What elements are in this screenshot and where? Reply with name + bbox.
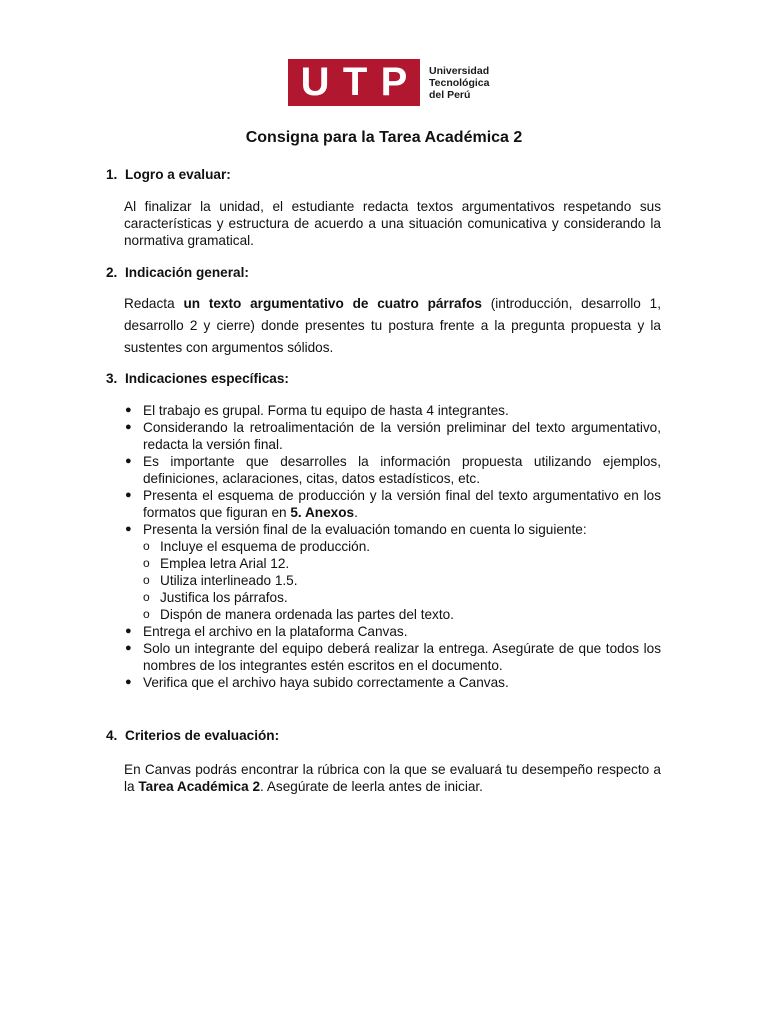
- section-2-body: [124, 293, 661, 359]
- circle-bullet-icon: o: [143, 556, 150, 570]
- sub-list-item-text: Utiliza interlineado 1.5.: [160, 573, 298, 588]
- section-4-body-start: En Canvas podrás encontrar la rúbrica con la que se evaluará tu desempeño respecto a la: [124, 762, 661, 794]
- bullet-icon: ●: [125, 489, 132, 501]
- logo-mark: [288, 59, 420, 106]
- circle-bullet-icon: o: [143, 573, 150, 587]
- list-item-text-end: .: [354, 505, 358, 520]
- section-4-title: Criterios de evaluación:: [125, 728, 280, 743]
- section-1-body: Al finalizar la unidad, el estudiante redacta textos argumentativos respetando sus características y estructura de acuerdo a una situación comunicativa y considerando la normativa gramatical.: [124, 199, 661, 248]
- section-2-body-start: Redacta: [124, 296, 184, 311]
- list-item-text: Presenta la versión final de la evaluación tomando en cuenta lo siguiente:: [143, 522, 587, 537]
- bullet-icon: ●: [125, 642, 132, 654]
- logo-line-1: Universidad: [429, 64, 490, 77]
- anexos-reference: 5. Anexos: [290, 505, 355, 520]
- logo-letter-t: T: [342, 60, 368, 104]
- section-3-heading: [106, 370, 289, 387]
- section-1-number: 1.: [106, 167, 118, 182]
- circle-bullet-icon: o: [143, 607, 150, 621]
- list-item-text: Presenta el esquema de producción y la versión final del texto argumentativo en los formatos que figuran en: [143, 488, 661, 520]
- sub-list-item: [124, 572, 661, 589]
- logo-line-2: Tecnológica: [429, 76, 490, 89]
- section-1-title: Logro a evaluar:: [125, 167, 231, 182]
- list-item-text: Entrega el archivo en la plataforma Canvas.: [143, 624, 408, 639]
- bullet-icon: ●: [125, 455, 132, 467]
- section-3-title: Indicaciones específicas:: [125, 371, 289, 386]
- section-2-body-emphasis: un texto argumentativo de cuatro párrafos: [183, 296, 482, 311]
- list-item-text: Solo un integrante del equipo deberá realizar la entrega. Asegúrate de que todos los nombres de los integrantes estén escritos en el documento.: [143, 641, 661, 673]
- section-2-title: Indicación general:: [125, 265, 249, 280]
- bullet-icon: ●: [125, 676, 132, 688]
- list-item: [124, 640, 661, 674]
- list-item: [124, 521, 661, 623]
- list-item: [124, 487, 661, 521]
- list-item-text: Verifica que el archivo haya subido correctamente a Canvas.: [143, 675, 509, 690]
- section-2-heading: [106, 264, 249, 281]
- bullet-icon: ●: [125, 625, 132, 637]
- sub-list-item-text: Incluye el esquema de producción.: [160, 539, 371, 554]
- section-1-heading: [106, 166, 231, 183]
- sub-list-item-text: Justifica los párrafos.: [160, 590, 288, 605]
- section-2-body-end: (introducción, desarrollo 1, desarrollo 2 y cierre) donde presentes tu postura frente a la pregunta propuesta y la sustentes con argumentos sólidos.: [124, 296, 661, 355]
- sub-list-item-text: Dispón de manera ordenada las partes del texto.: [160, 607, 454, 622]
- list-item-text: Es importante que desarrolles la información propuesta utilizando ejemplos, definiciones, aclaraciones, citas, datos estadísticos, etc.: [143, 454, 661, 486]
- bullet-icon: ●: [125, 523, 132, 535]
- section-3-list: [124, 402, 661, 691]
- circle-bullet-icon: o: [143, 590, 150, 604]
- sub-list-item: [124, 538, 661, 555]
- sub-list-item: [124, 589, 661, 606]
- section-4-body: [124, 761, 661, 795]
- list-item: [124, 419, 661, 453]
- section-4-heading: [106, 727, 279, 744]
- sub-list-item-text: Emplea letra Arial 12.: [160, 556, 290, 571]
- logo-letter-u: U: [300, 60, 330, 104]
- bullet-icon: ●: [125, 404, 132, 416]
- section-4-number: 4.: [106, 728, 118, 743]
- logo-wordmark: [429, 65, 489, 101]
- list-item: [124, 453, 661, 487]
- list-item: [124, 623, 661, 640]
- section-4-body-end: . Asegúrate de leerla antes de iniciar.: [260, 779, 483, 794]
- sub-list-item: [124, 606, 661, 623]
- document-title: Consigna para la Tarea Académica 2: [245, 129, 523, 146]
- circle-bullet-icon: o: [143, 539, 150, 553]
- utp-logo: [288, 59, 489, 106]
- logo-line-3: del Perú: [429, 88, 471, 101]
- section-3-number: 3.: [106, 371, 118, 386]
- sub-list: [143, 538, 661, 623]
- logo-letter-p: P: [380, 60, 408, 104]
- list-item-text: Considerando la retroalimentación de la versión preliminar del texto argumentativo, redacta la versión final.: [143, 420, 661, 452]
- list-item: [124, 674, 661, 691]
- section-2-number: 2.: [106, 265, 118, 280]
- list-item-text: El trabajo es grupal. Forma tu equipo de hasta 4 integrantes.: [143, 403, 509, 418]
- list-item: [124, 402, 661, 419]
- bullet-icon: ●: [125, 421, 132, 433]
- section-4-body-emphasis: Tarea Académica 2: [138, 779, 261, 794]
- sub-list-item: [124, 555, 661, 572]
